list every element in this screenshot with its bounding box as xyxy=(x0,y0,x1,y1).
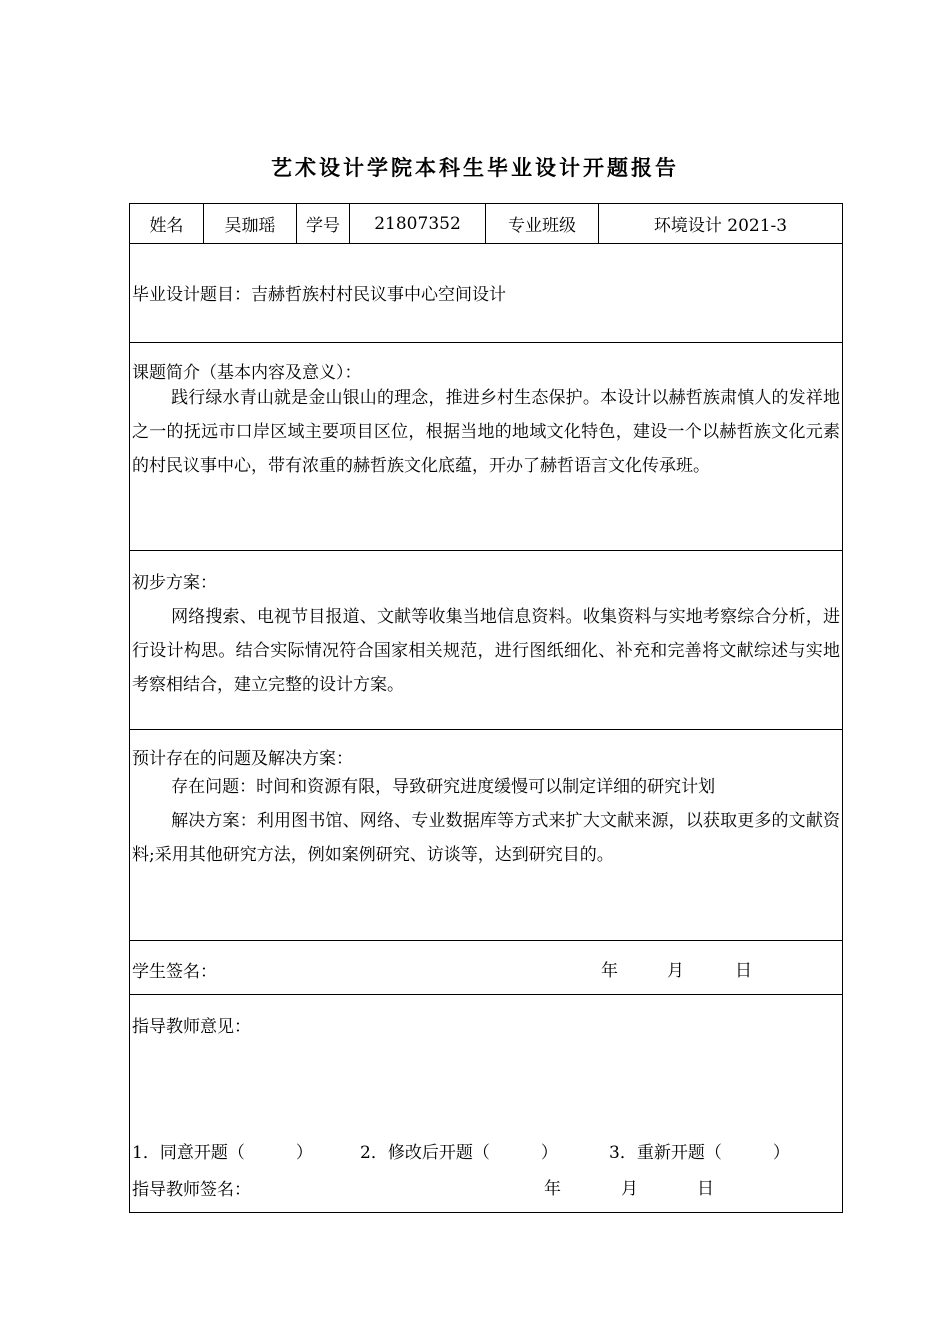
advisor-sign-label: 指导教师签名： xyxy=(132,1180,251,1200)
student-info-row xyxy=(130,204,842,244)
option-redo: 3．重新开题（ ） xyxy=(609,1143,790,1163)
student-sign-day: 日 xyxy=(735,961,752,981)
problems-label: 预计存在的问题及解决方案： xyxy=(132,749,353,769)
student-id-value: 21807352 xyxy=(350,204,486,243)
intro-text: 践行绿水青山就是金山银山的理念，推进乡村生态保护。本设计以赫哲族肃慎人的发祥地之一的抚远市口岸区域主要项目区位，根据当地的地域文化特色，建设一个以赫哲族文化元素的村民议事中心，带有浓重的赫哲族文化底蕴，开办了赫哲语言文化传承班。 xyxy=(132,388,840,476)
plan-label: 初步方案： xyxy=(132,573,217,593)
problems-row xyxy=(130,730,842,941)
topic-label: 毕业设计题目： xyxy=(132,285,251,305)
student-sign-year: 年 xyxy=(601,961,618,981)
problem-text: 存在问题：时间和资源有限，导致研究进度缓慢可以制定详细的研究计划 xyxy=(171,777,716,797)
name-value: 吴珈瑶 xyxy=(204,204,297,243)
topic-row xyxy=(130,244,842,343)
plan-row xyxy=(130,551,842,730)
advisor-label: 指导教师意见： xyxy=(132,1017,251,1037)
option-approve: 1．同意开题（ ） xyxy=(132,1143,313,1163)
topic-text xyxy=(132,280,506,305)
name-label: 姓名 xyxy=(130,204,204,243)
advisor-sign-day: 日 xyxy=(697,1179,714,1199)
class-label: 专业班级 xyxy=(486,204,599,243)
student-id-label: 学号 xyxy=(297,204,350,243)
student-signature-row xyxy=(130,941,842,995)
advisor-row xyxy=(130,995,842,1214)
topic-value: 吉赫哲族村村民议事中心空间设计 xyxy=(251,285,506,305)
plan-text: 网络搜索、电视节目报道、文献等收集当地信息资料。收集资料与实地考察综合分析，进行设计构思。结合实际情况符合国家相关规范，进行图纸细化、补充和完善将文献综述与实地考察相结合，建立完整的设计方案。 xyxy=(132,607,840,695)
class-value: 环境设计 2021-3 xyxy=(653,216,788,236)
advisor-sign-month: 月 xyxy=(621,1179,638,1199)
student-sign-month: 月 xyxy=(667,961,684,981)
intro-label: 课题简介（基本内容及意义）： xyxy=(132,363,362,383)
intro-row xyxy=(130,343,842,551)
solution-text: 解决方案：利用图书馆、网络、专业数据库等方式来扩大文献来源，以获取更多的文献资料;采用其他研究方法，例如案例研究、访谈等，达到研究目的。 xyxy=(132,811,840,865)
advisor-sign-year: 年 xyxy=(544,1179,561,1199)
student-sign-label: 学生签名： xyxy=(132,962,217,982)
option-revise: 2．修改后开题（ ） xyxy=(360,1143,558,1163)
page-title: 艺术设计学院本科生毕业设计开题报告 xyxy=(271,156,679,180)
proposal-form xyxy=(129,203,843,1213)
